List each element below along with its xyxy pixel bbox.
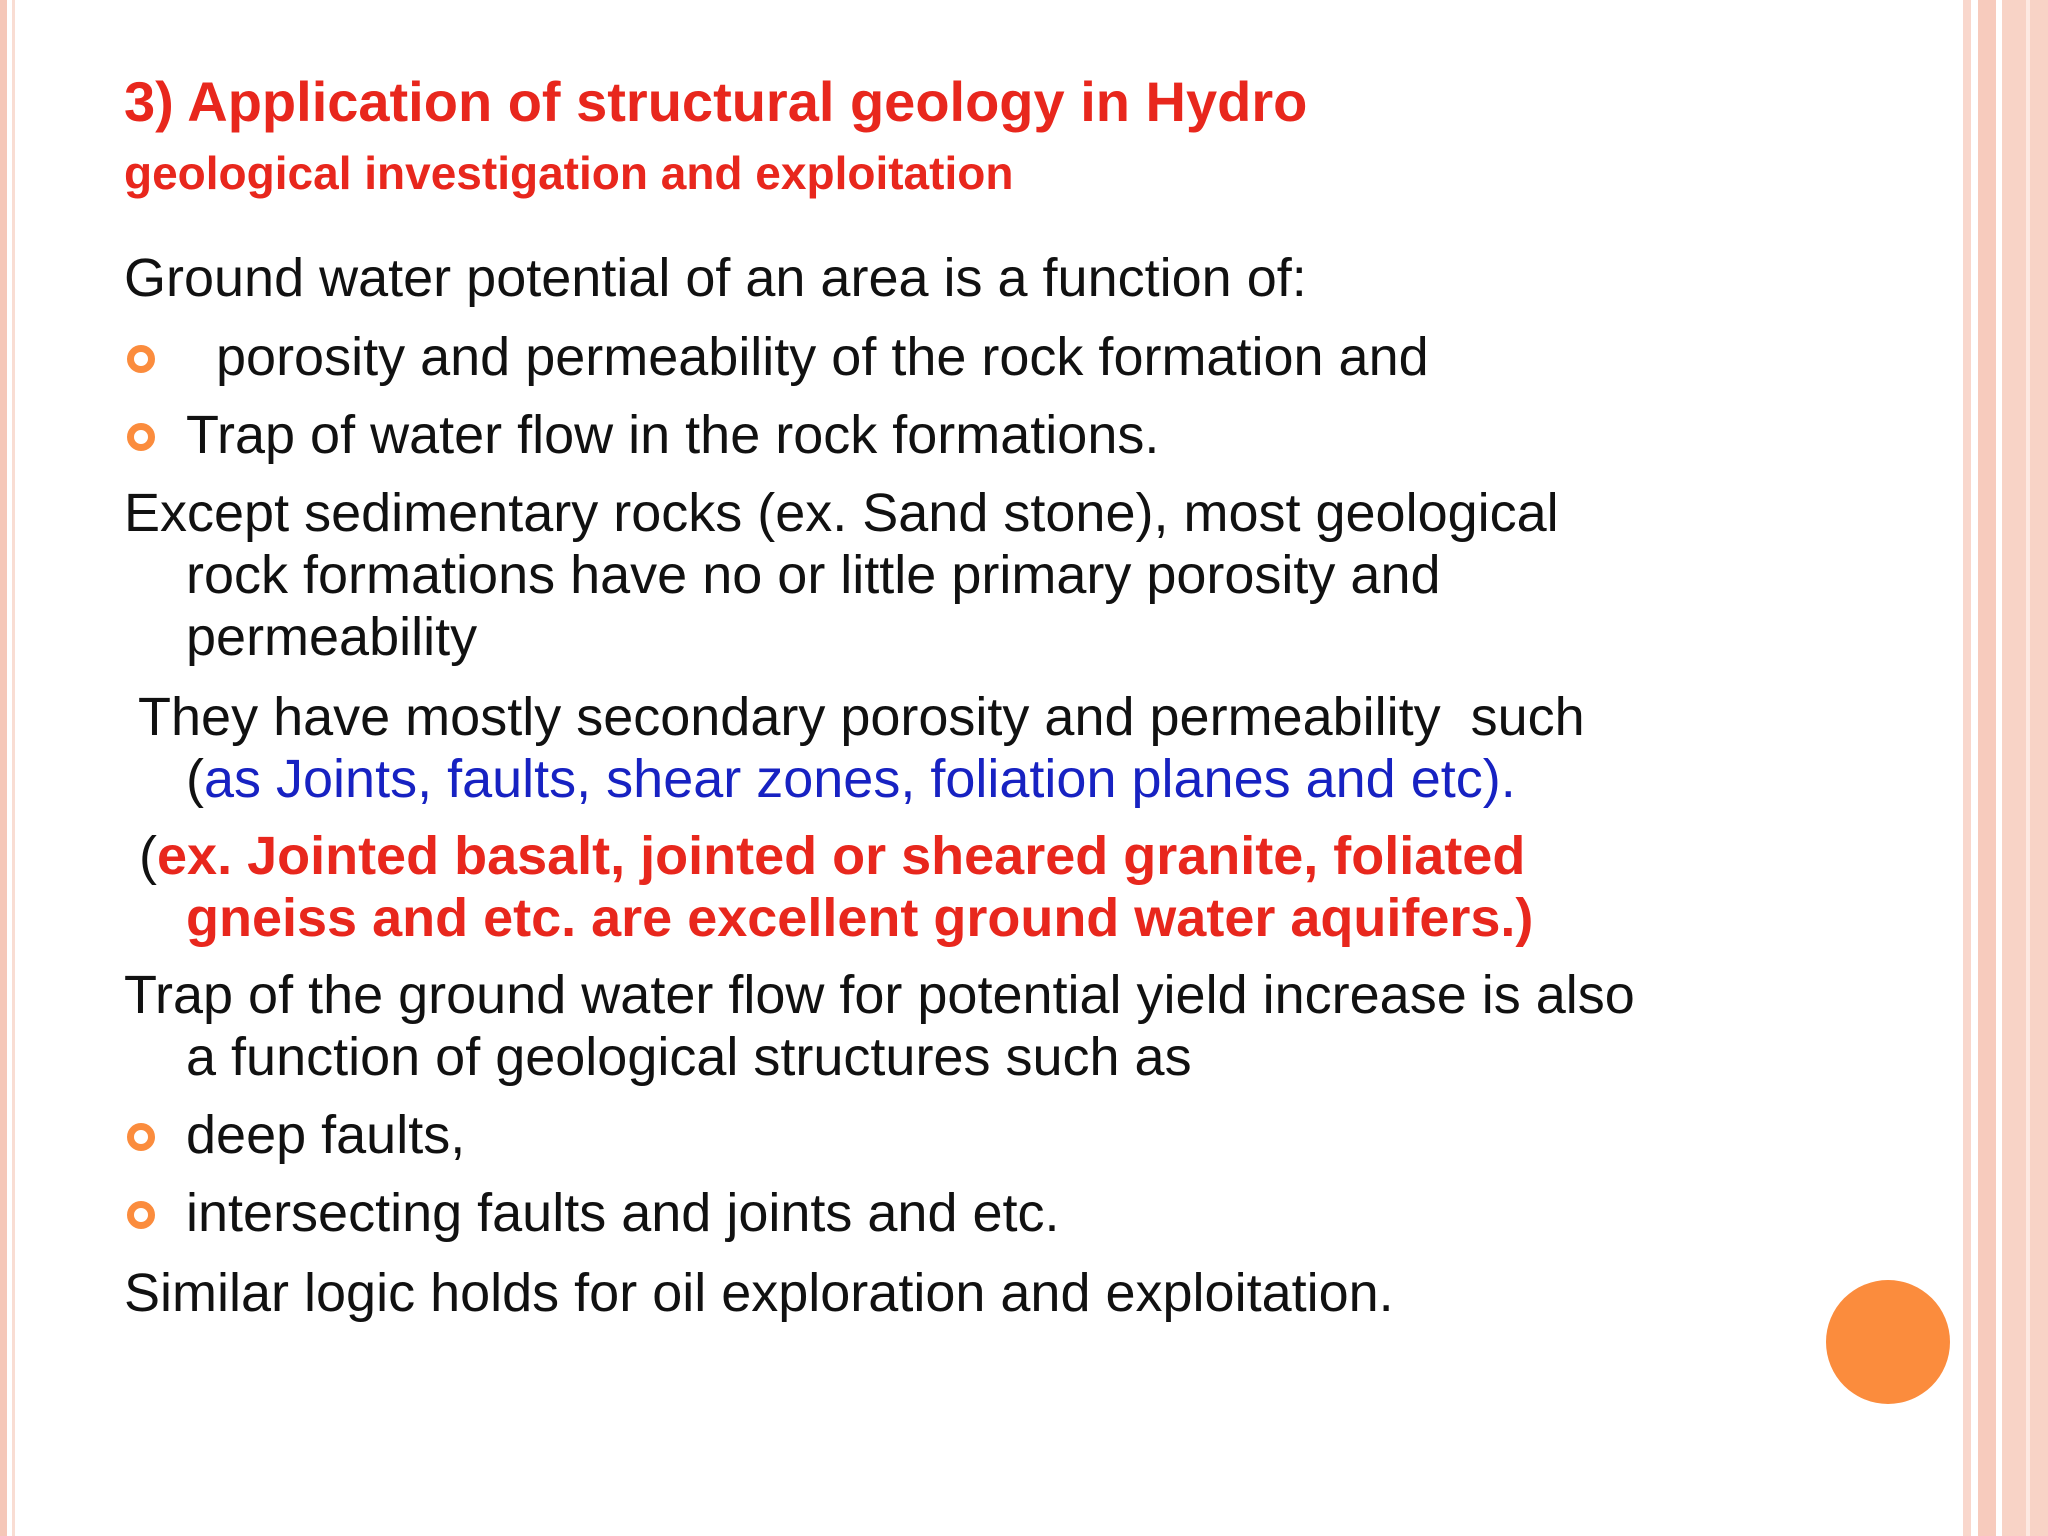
bullet-text: intersecting faults and joints and etc.	[186, 1183, 1060, 1243]
orange-circle-decoration	[1826, 1280, 1950, 1404]
except-line-3: permeability	[186, 607, 478, 667]
trap-line-2: a function of geological structures such as	[186, 1027, 1192, 1087]
hollow-circle-bullet-icon	[127, 423, 155, 451]
slide-title	[124, 64, 1904, 206]
right-border-stripe-3	[2002, 0, 2048, 1536]
title-line-1: 3) Application of structural geology in Hydro	[124, 70, 1308, 133]
structures-list-blue: as Joints, faults, shear zones, foliation planes and etc).	[203, 749, 1516, 809]
example-paragraph	[124, 825, 1844, 949]
except-paragraph	[124, 482, 1844, 668]
except-line-1: Except sedimentary rocks (ex. Sand stone), most geological	[124, 483, 1559, 543]
bullet-text: porosity and permeability of the rock formation and	[186, 327, 1429, 387]
hollow-circle-bullet-icon	[127, 345, 155, 373]
paren-open: (	[124, 826, 157, 886]
except-line-2: rock formations have no or little primary porosity and	[186, 545, 1441, 605]
bullet-text: deep faults,	[186, 1105, 466, 1165]
trap-line-1: Trap of the ground water flow for potential yield increase is also	[124, 965, 1635, 1025]
left-border-stripe	[0, 0, 7, 1536]
right-border-stripe-1	[1963, 0, 1971, 1536]
secondary-line-2	[124, 748, 1844, 810]
example-line-2: gneiss and etc. are excellent ground water aquifers.)	[186, 888, 1534, 948]
right-border-stripe-2	[1978, 0, 1996, 1536]
paren-open: (	[186, 749, 204, 809]
title-line-2: geological investigation and exploitation	[124, 147, 1014, 199]
hollow-circle-bullet-icon	[127, 1201, 155, 1229]
secondary-line-1: They have mostly secondary porosity and permeability such	[124, 687, 1585, 747]
right-border-stripe-4	[2026, 0, 2030, 1536]
hollow-circle-bullet-icon	[127, 1123, 155, 1151]
trap-paragraph	[124, 964, 1844, 1088]
example-text-red: ex. Jointed basalt, jointed or sheared granite, foliated	[157, 826, 1526, 886]
intro-paragraph: Ground water potential of an area is a function of:	[124, 248, 1307, 308]
secondary-porosity-paragraph	[124, 686, 1844, 810]
bullet-text: Trap of water flow in the rock formations.	[186, 405, 1160, 465]
left-border-thin-stripe	[12, 0, 15, 1536]
closing-paragraph: Similar logic holds for oil exploration and exploitation.	[124, 1263, 1394, 1323]
example-line-1	[124, 825, 1844, 887]
